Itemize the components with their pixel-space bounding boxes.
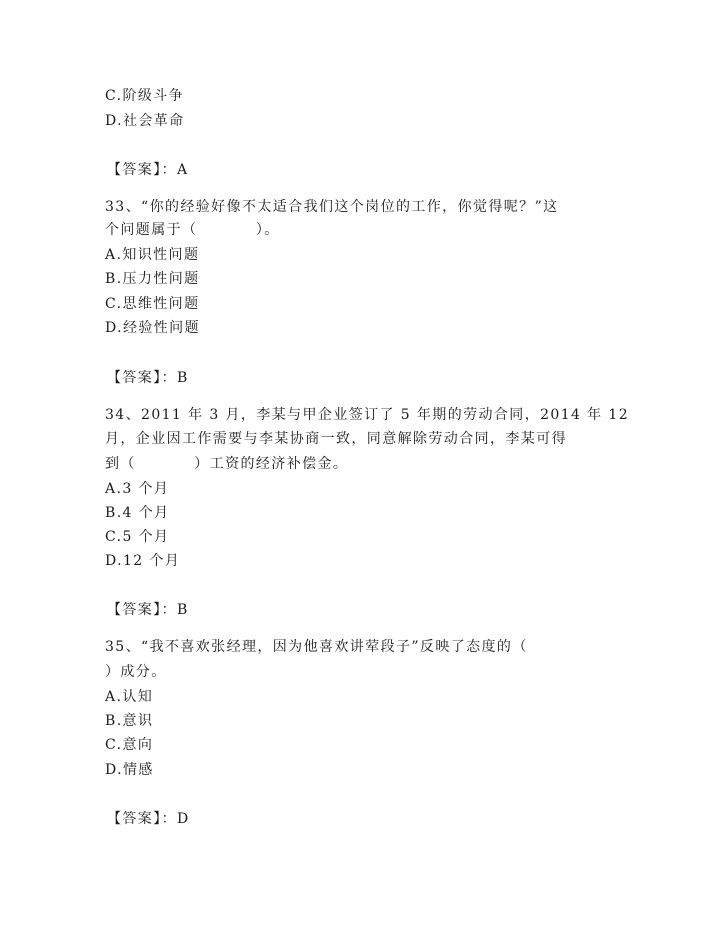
question-34-option-b: B.4 个月	[105, 505, 170, 521]
question-34-text-cont: 月，企业因工作需要与李某协商一致，同意解除劳动合同，李某可得	[105, 431, 567, 447]
question-34-option-a: A.3 个月	[105, 481, 170, 497]
question-35-option-d: D.情感	[105, 762, 154, 778]
question-35-text: 35、“我不喜欢张经理，因为他喜欢讲荤段子”反映了态度的（	[105, 639, 528, 655]
question-33-text-cont: 个问题属于（ ）。	[105, 222, 280, 238]
question-34-option-c: C.5 个月	[105, 529, 170, 545]
question-34-option-d: D.12 个月	[105, 553, 181, 569]
question-33-option-c: C.思维性问题	[105, 296, 200, 312]
question-33-option-b: B.压力性问题	[105, 271, 200, 287]
question-35-option-a: A.认知	[105, 689, 154, 705]
question-33-text: 33、“你的经验好像不太适合我们这个岗位的工作，你觉得呢？”这	[105, 199, 559, 215]
question-34-text: 34、2011 年 3 月，李某与甲企业签订了 5 年期的劳动合同，2014 年 12	[105, 407, 630, 423]
question-35-answer: 【答案】：D	[107, 811, 190, 827]
question-34-text-cont-2: 到（ ）工资的经济补偿金。	[105, 456, 349, 472]
question-35-option-c: C.意向	[105, 737, 154, 753]
question-34-answer: 【答案】：B	[107, 602, 189, 618]
option-c: C.阶级斗争	[105, 88, 185, 104]
question-35-option-b: B.意识	[105, 713, 154, 729]
question-33-option-d: D.经验性问题	[105, 320, 200, 336]
question-33-answer: 【答案】：B	[107, 370, 189, 386]
question-35-text-cont: ）成分。	[105, 664, 167, 680]
question-33-option-a: A.知识性问题	[105, 247, 200, 263]
answer-line: 【答案】：A	[107, 162, 189, 178]
option-d: D.社会革命	[105, 113, 185, 129]
